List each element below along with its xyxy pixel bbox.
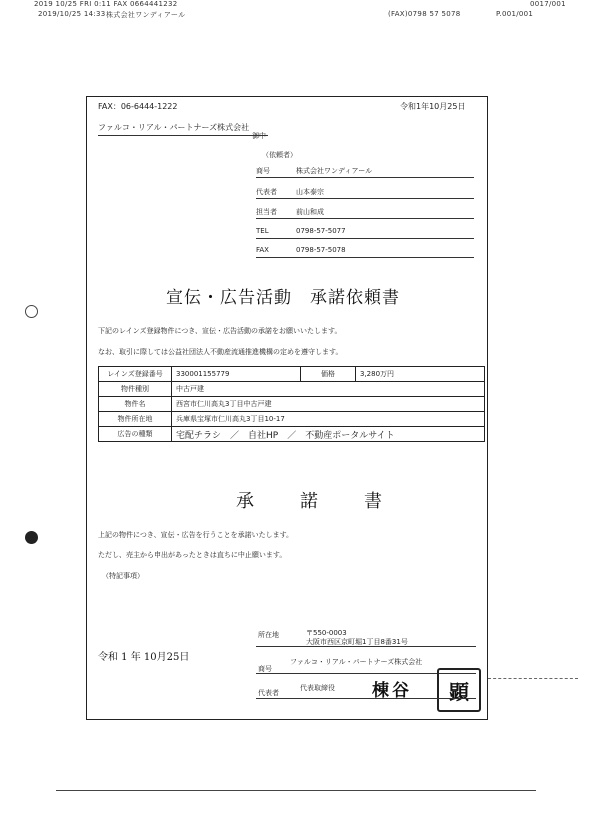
field-value: 山本泰宗 <box>296 188 324 196</box>
recipient-underline <box>98 135 268 136</box>
media-label: 広告の種類 <box>99 427 172 442</box>
punch-hole-mark <box>25 305 38 318</box>
field-value: 0798-57-5078 <box>296 246 346 254</box>
fax-header-line1: 2019 10/25 FRI 0:11 FAX 0664441232 <box>34 0 178 8</box>
signer-postal: 〒550-0003 <box>306 629 347 637</box>
field-row-fax <box>256 246 474 258</box>
recipient-honorific: 御中 <box>252 132 266 140</box>
reins-label: レインズ登録番号 <box>99 367 172 382</box>
type-label: 物件種別 <box>99 382 172 397</box>
signer-rep-label: 代表者 <box>258 689 279 697</box>
approval-text-1: 上記の物件につき、宣伝・広告を行うことを承諾いたします。 <box>98 531 294 539</box>
price-label: 価格 <box>301 367 356 382</box>
scan-noise-line <box>488 678 578 680</box>
media-value: 宅配チラシ ／ 自社HP ／ 不動産ポータルサイト <box>172 427 485 442</box>
field-label: 代表者 <box>256 188 277 196</box>
name-label: 物件名 <box>99 397 172 412</box>
address-value: 兵庫県宝塚市仁川高丸3丁目10-17 <box>172 412 485 427</box>
table-row <box>99 397 485 412</box>
intro-text-1: 下記のレインズ登録物件につき、宣伝・広告活動の承諾をお願いいたします。 <box>98 327 342 335</box>
field-label: 担当者 <box>256 208 277 216</box>
company-seal-stamp <box>437 668 481 712</box>
applicant-label: （依頼者） <box>262 151 297 159</box>
field-value: 前山和成 <box>296 208 324 216</box>
table-row <box>99 382 485 397</box>
type-value: 中古戸建 <box>172 382 485 397</box>
recipient-name: ファルコ・リアル・パートナーズ株式会社 <box>98 123 250 132</box>
field-label: FAX <box>256 246 269 254</box>
signer-address: 大阪市西区京町堀1丁目8番31号 <box>306 638 408 646</box>
intro-text-2: なお、取引に際しては公益社団法人不動産流通推進機構の定めを遵守します。 <box>98 348 343 356</box>
table-row <box>99 367 485 382</box>
approval-title: 承 諾 書 <box>236 491 396 512</box>
signer-rep-name: 棟谷 <box>372 681 412 701</box>
field-row-representative <box>256 187 474 199</box>
signer-rep-underline <box>256 698 476 699</box>
field-value: 0798-57-5077 <box>296 227 346 235</box>
fax-header-page: P.001/001 <box>496 10 534 18</box>
scan-bottom-line <box>56 790 536 791</box>
signer-address-underline <box>256 646 476 647</box>
signer-address-label: 所在地 <box>258 631 279 639</box>
signer-company: ファルコ・リアル・パートナーズ株式会社 <box>290 658 423 666</box>
reins-value: 330001155779 <box>172 367 301 382</box>
approval-date: 令和 1 年 10月25日 <box>98 652 190 663</box>
field-label: TEL <box>256 227 269 235</box>
field-row-person <box>256 207 474 219</box>
property-table <box>98 366 485 442</box>
signer-rep-title: 代表取締役 <box>300 684 335 692</box>
fax-header-sender: 株式会社ワンディアール <box>106 11 186 19</box>
fax-to: FAX：06-6444-1222 <box>98 102 178 111</box>
document-date: 令和1年10月25日 <box>400 102 466 111</box>
seal-char: 顕 <box>449 679 469 704</box>
approval-note: （特記事項） <box>102 572 144 580</box>
fax-header-line1-right: 0017/001 <box>530 0 566 8</box>
field-row-company <box>256 166 474 178</box>
signer-company-label: 商号 <box>258 665 272 673</box>
fax-header-tel: (FAX)0798 57 5078 <box>388 10 461 18</box>
punch-hole-filled <box>25 531 38 544</box>
field-value: 株式会社ワンディアール <box>296 167 373 175</box>
name-value: 西宮市仁川高丸3丁目中古戸建 <box>172 397 485 412</box>
document-title: 宣伝・広告活動 承諾依頼書 <box>166 288 400 308</box>
field-row-tel <box>256 227 474 239</box>
fax-header-datetime: 2019/10/25 14:33 <box>38 10 106 18</box>
field-label: 商号 <box>256 167 270 175</box>
approval-text-2: ただし、売主から申出があったときは直ちに中止願います。 <box>98 551 287 559</box>
address-label: 物件所在地 <box>99 412 172 427</box>
table-row <box>99 427 485 442</box>
price-value: 3,280万円 <box>356 367 485 382</box>
table-row <box>99 412 485 427</box>
